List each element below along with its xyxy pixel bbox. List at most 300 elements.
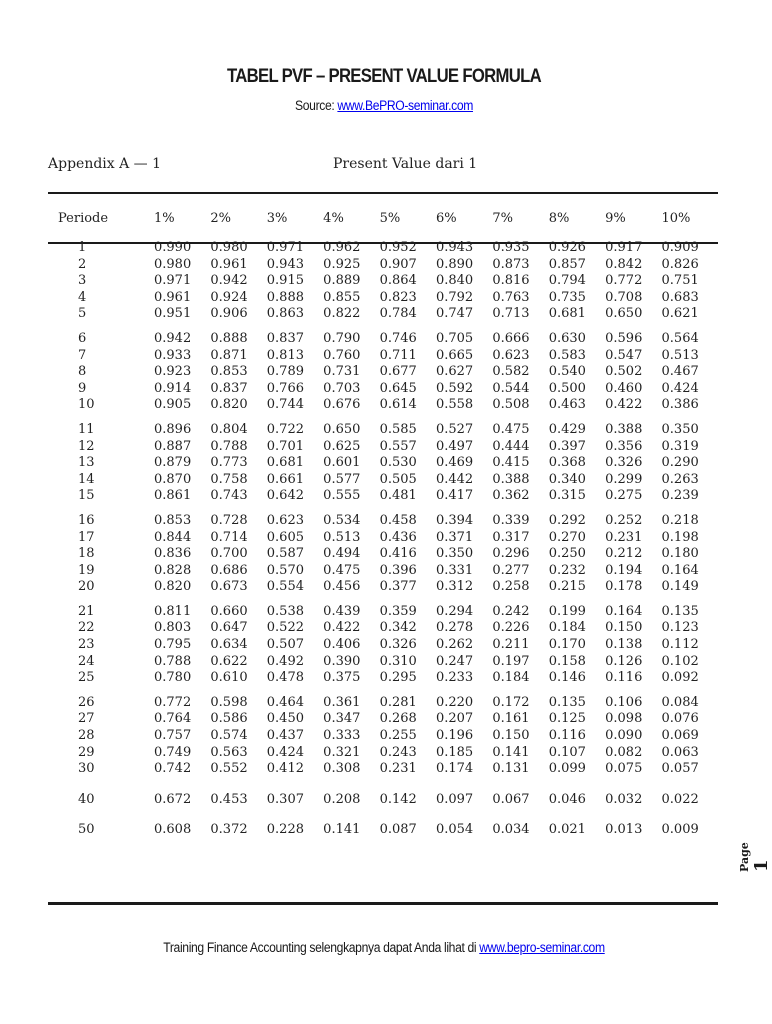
value-cell: 0.582 — [492, 364, 530, 380]
value-cell: 0.713 — [492, 306, 530, 322]
value-cell: 0.942 — [210, 273, 248, 289]
value-cell: 0.326 — [605, 455, 643, 471]
value-cell: 0.890 — [435, 256, 474, 272]
value-cell: 0.557 — [379, 438, 417, 454]
value-cell: 0.650 — [605, 306, 643, 322]
value-cell: 0.864 — [379, 273, 417, 289]
value-cell: 0.914 — [154, 380, 192, 396]
value-cell: 0.731 — [323, 364, 361, 380]
value-cell: 0.397 — [548, 438, 586, 454]
value-cell: 0.290 — [661, 455, 699, 471]
value-cell: 0.032 — [605, 791, 643, 807]
value-cell: 0.887 — [154, 438, 192, 454]
value-cell: 0.923 — [154, 364, 192, 380]
page-indicator — [738, 842, 772, 872]
period-cell: 15 — [78, 488, 95, 504]
value-cell: 0.522 — [266, 620, 304, 636]
present-value-table — [48, 196, 718, 839]
value-cell: 0.340 — [548, 471, 586, 487]
value-cell: 0.161 — [492, 711, 530, 727]
value-cell: 0.388 — [605, 421, 643, 437]
value-cell: 0.564 — [661, 330, 699, 346]
value-cell: 0.388 — [492, 471, 530, 487]
value-cell: 0.853 — [210, 364, 248, 380]
value-cell: 0.703 — [323, 380, 361, 396]
value-cell: 0.743 — [210, 488, 248, 504]
table-row — [48, 455, 718, 472]
value-cell: 0.502 — [605, 364, 643, 380]
value-cell: 0.780 — [154, 670, 192, 686]
value-cell: 0.164 — [661, 562, 699, 578]
value-cell: 0.125 — [548, 711, 586, 727]
value-cell: 0.232 — [548, 562, 586, 578]
value-cell: 0.368 — [548, 455, 586, 471]
value-cell: 0.456 — [323, 579, 361, 595]
value-cell: 0.069 — [661, 728, 699, 744]
period-cell: 26 — [78, 694, 95, 710]
source-label: Source: — [295, 98, 338, 113]
table-row — [48, 596, 718, 621]
value-cell: 0.577 — [323, 471, 361, 487]
value-cell: 0.481 — [379, 488, 417, 504]
column-header-rate: 7% — [492, 210, 513, 226]
value-cell: 0.803 — [154, 620, 192, 636]
value-cell: 0.837 — [210, 380, 248, 396]
value-cell: 0.672 — [154, 791, 192, 807]
value-cell: 0.458 — [379, 512, 417, 528]
period-cell: 4 — [78, 289, 87, 305]
value-cell: 0.907 — [379, 256, 417, 272]
table-title: Present Value dari 1 — [333, 156, 478, 172]
table-row — [48, 348, 718, 365]
value-cell: 0.281 — [379, 694, 417, 710]
period-cell: 50 — [78, 822, 95, 838]
value-cell: 0.822 — [323, 306, 361, 322]
value-cell: 0.608 — [154, 822, 192, 838]
source-link[interactable]: www.BePRO-seminar.com — [337, 98, 473, 113]
value-cell: 0.681 — [548, 306, 586, 322]
value-cell: 0.424 — [266, 744, 304, 760]
period-cell: 9 — [78, 380, 87, 396]
value-cell: 0.142 — [379, 791, 417, 807]
value-cell: 0.242 — [492, 603, 530, 619]
value-cell: 0.082 — [605, 744, 643, 760]
table-row — [48, 290, 718, 307]
table-row — [48, 563, 718, 580]
value-cell: 0.467 — [661, 364, 699, 380]
value-cell: 0.247 — [435, 653, 474, 669]
table-row — [48, 670, 718, 687]
value-cell: 0.255 — [379, 728, 417, 744]
value-cell: 0.350 — [661, 421, 699, 437]
value-cell: 0.888 — [266, 289, 304, 305]
value-cell: 0.811 — [154, 603, 192, 619]
value-cell: 0.962 — [323, 240, 361, 255]
value-cell: 0.837 — [266, 330, 304, 346]
value-cell: 0.836 — [154, 546, 192, 562]
value-cell: 0.971 — [154, 273, 192, 289]
value-cell: 0.375 — [323, 670, 361, 686]
period-cell: 1 — [78, 240, 87, 255]
value-cell: 0.233 — [435, 670, 474, 686]
value-cell: 0.952 — [379, 240, 417, 255]
value-cell: 0.673 — [210, 579, 248, 595]
column-header-rate: 9% — [605, 210, 626, 226]
value-cell: 0.475 — [492, 421, 530, 437]
value-cell: 0.250 — [548, 546, 586, 562]
table-row — [48, 728, 718, 745]
value-cell: 0.853 — [154, 512, 192, 528]
value-cell: 0.331 — [435, 562, 474, 578]
value-cell: 0.935 — [492, 240, 530, 255]
value-cell: 0.758 — [210, 471, 248, 487]
value-cell: 0.700 — [210, 546, 248, 562]
value-cell: 0.961 — [154, 289, 192, 305]
value-cell: 0.138 — [605, 637, 643, 653]
value-cell: 0.961 — [210, 256, 248, 272]
value-cell: 0.295 — [379, 670, 417, 686]
value-cell: 0.084 — [661, 694, 699, 710]
value-cell: 0.905 — [154, 397, 192, 413]
value-cell: 0.642 — [266, 488, 304, 504]
period-cell: 16 — [78, 512, 95, 528]
value-cell: 0.390 — [323, 653, 361, 669]
value-cell: 0.172 — [492, 694, 530, 710]
value-cell: 0.158 — [548, 653, 586, 669]
value-cell: 0.270 — [548, 529, 586, 545]
value-cell: 0.371 — [435, 529, 474, 545]
value-cell: 0.208 — [323, 791, 361, 807]
value-cell: 0.749 — [154, 744, 192, 760]
value-cell: 0.623 — [266, 512, 304, 528]
footer-line — [38, 940, 729, 955]
table-header-row — [48, 196, 718, 240]
page-label-text: Page — [738, 842, 751, 872]
value-cell: 0.076 — [661, 711, 699, 727]
value-cell: 0.879 — [154, 455, 192, 471]
value-cell: 0.677 — [379, 364, 417, 380]
table-row — [48, 711, 718, 728]
value-cell: 0.185 — [435, 744, 474, 760]
appendix-label: Appendix A — 1 — [48, 156, 162, 172]
value-cell: 0.275 — [605, 488, 643, 504]
value-cell: 0.416 — [379, 546, 417, 562]
value-cell: 0.263 — [661, 471, 699, 487]
value-cell: 0.915 — [266, 273, 304, 289]
value-cell: 0.184 — [548, 620, 586, 636]
value-cell: 0.645 — [379, 380, 417, 396]
value-cell: 0.650 — [323, 421, 361, 437]
period-cell: 20 — [78, 579, 95, 595]
value-cell: 0.057 — [661, 761, 699, 777]
value-cell: 0.112 — [661, 637, 699, 653]
value-cell: 0.605 — [266, 529, 304, 545]
value-cell: 0.563 — [210, 744, 248, 760]
value-cell: 0.141 — [492, 744, 530, 760]
value-cell: 0.207 — [435, 711, 474, 727]
value-cell: 0.164 — [605, 603, 643, 619]
value-cell: 0.396 — [379, 562, 417, 578]
value-cell: 0.278 — [435, 620, 474, 636]
table-row — [48, 579, 718, 596]
column-header-periode: Periode — [58, 210, 109, 226]
value-cell: 0.013 — [605, 822, 643, 838]
table-row — [48, 381, 718, 398]
value-cell: 0.146 — [548, 670, 586, 686]
value-cell: 0.630 — [548, 330, 586, 346]
value-cell: 0.889 — [323, 273, 361, 289]
value-cell: 0.842 — [605, 256, 643, 272]
value-cell: 0.601 — [323, 455, 361, 471]
value-cell: 0.422 — [605, 397, 643, 413]
period-cell: 40 — [78, 791, 95, 807]
period-cell: 24 — [78, 653, 95, 669]
value-cell: 0.333 — [323, 728, 361, 744]
value-cell: 0.681 — [266, 455, 304, 471]
period-cell: 22 — [78, 620, 95, 636]
value-cell: 0.307 — [266, 791, 304, 807]
value-cell: 0.596 — [605, 330, 643, 346]
table-row — [48, 472, 718, 489]
value-cell: 0.790 — [323, 330, 361, 346]
value-cell: 0.239 — [661, 488, 699, 504]
value-cell: 0.708 — [605, 289, 643, 305]
value-cell: 0.586 — [210, 711, 248, 727]
value-cell: 0.857 — [548, 256, 586, 272]
table-row — [48, 530, 718, 547]
value-cell: 0.087 — [379, 822, 417, 838]
value-cell: 0.772 — [605, 273, 643, 289]
value-cell: 0.453 — [210, 791, 248, 807]
value-cell: 0.469 — [435, 455, 474, 471]
value-cell: 0.942 — [154, 330, 192, 346]
table-row — [48, 546, 718, 563]
value-cell: 0.422 — [323, 620, 361, 636]
value-cell: 0.075 — [605, 761, 643, 777]
value-cell: 0.990 — [154, 240, 192, 255]
column-header-rate: 10% — [661, 210, 691, 226]
value-cell: 0.450 — [266, 711, 304, 727]
period-cell: 12 — [78, 438, 95, 454]
value-cell: 0.292 — [548, 512, 586, 528]
value-cell: 0.746 — [379, 330, 417, 346]
value-cell: 0.262 — [435, 637, 474, 653]
column-header-rate: 2% — [210, 210, 232, 226]
period-cell: 7 — [78, 347, 87, 363]
value-cell: 0.231 — [605, 529, 643, 545]
value-cell: 0.951 — [154, 306, 192, 322]
value-cell: 0.218 — [661, 512, 699, 528]
value-cell: 0.555 — [323, 488, 361, 504]
column-header-rate: 5% — [379, 210, 401, 226]
value-cell: 0.747 — [435, 306, 474, 322]
table-row — [48, 654, 718, 671]
value-cell: 0.220 — [435, 694, 474, 710]
value-cell: 0.816 — [492, 273, 530, 289]
value-cell: 0.319 — [661, 438, 699, 454]
value-cell: 0.924 — [210, 289, 248, 305]
value-cell: 0.828 — [154, 562, 192, 578]
value-cell: 0.861 — [154, 488, 192, 504]
period-cell: 28 — [78, 728, 95, 744]
value-cell: 0.326 — [379, 637, 417, 653]
table-row — [48, 778, 718, 809]
value-cell: 0.773 — [210, 455, 248, 471]
value-cell: 0.359 — [379, 603, 417, 619]
value-cell: 0.980 — [154, 256, 192, 272]
value-cell: 0.315 — [548, 488, 586, 504]
value-cell: 0.873 — [492, 256, 530, 272]
value-cell: 0.296 — [492, 546, 530, 562]
value-cell: 0.820 — [210, 397, 248, 413]
value-cell: 0.439 — [323, 603, 361, 619]
table-row — [48, 323, 718, 348]
value-cell: 0.871 — [210, 347, 248, 363]
value-cell: 0.046 — [548, 791, 586, 807]
value-cell: 0.131 — [492, 761, 530, 777]
value-cell: 0.863 — [266, 306, 304, 322]
value-cell: 0.676 — [323, 397, 361, 413]
value-cell: 0.772 — [154, 694, 192, 710]
value-cell: 0.347 — [323, 711, 361, 727]
value-cell: 0.194 — [605, 562, 643, 578]
value-cell: 0.099 — [548, 761, 586, 777]
value-cell: 0.377 — [379, 579, 417, 595]
table-row — [48, 257, 718, 274]
value-cell: 0.308 — [323, 761, 361, 777]
value-cell: 0.442 — [435, 471, 474, 487]
value-cell: 0.102 — [661, 653, 699, 669]
value-cell: 0.092 — [661, 670, 699, 686]
footer-link[interactable]: www.bepro-seminar.com — [479, 940, 605, 955]
value-cell: 0.497 — [435, 438, 474, 454]
table-row — [48, 637, 718, 654]
value-cell: 0.475 — [323, 562, 361, 578]
value-cell: 0.150 — [492, 728, 530, 744]
value-cell: 0.728 — [210, 512, 248, 528]
column-header-rate: 6% — [435, 210, 457, 226]
table-row — [48, 620, 718, 637]
value-cell: 0.583 — [548, 347, 586, 363]
value-cell: 0.943 — [435, 240, 474, 255]
value-cell: 0.444 — [492, 438, 530, 454]
column-header-rate: 4% — [323, 210, 344, 226]
value-cell: 0.174 — [435, 761, 474, 777]
value-cell: 0.926 — [548, 240, 586, 255]
value-cell: 0.067 — [492, 791, 530, 807]
value-cell: 0.592 — [435, 380, 474, 396]
value-cell: 0.622 — [210, 653, 248, 669]
value-cell: 0.021 — [548, 822, 586, 838]
value-cell: 0.294 — [435, 603, 474, 619]
value-cell: 0.184 — [492, 670, 530, 686]
table-top-rule — [48, 192, 718, 194]
value-cell: 0.764 — [154, 711, 192, 727]
value-cell: 0.350 — [435, 546, 474, 562]
document-title: TABEL PVF – PRESENT VALUE FORMULA — [227, 66, 541, 87]
value-cell: 0.226 — [492, 620, 530, 636]
period-cell: 3 — [78, 273, 87, 289]
value-cell: 0.840 — [435, 273, 474, 289]
value-cell: 0.888 — [210, 330, 248, 346]
value-cell: 0.098 — [605, 711, 643, 727]
value-cell: 0.199 — [548, 603, 586, 619]
value-cell: 0.896 — [154, 421, 192, 437]
value-cell: 0.701 — [266, 438, 304, 454]
value-cell: 0.534 — [323, 512, 361, 528]
source-line — [38, 98, 729, 113]
value-cell: 0.500 — [548, 380, 586, 396]
table-row — [48, 273, 718, 290]
value-cell: 0.126 — [605, 653, 643, 669]
value-cell: 0.361 — [323, 694, 361, 710]
value-cell: 0.751 — [661, 273, 699, 289]
value-cell: 0.909 — [661, 240, 699, 255]
table-row — [48, 364, 718, 381]
value-cell: 0.356 — [605, 438, 643, 454]
page-number: 1 — [751, 859, 772, 872]
value-cell: 0.180 — [661, 546, 699, 562]
value-cell: 0.558 — [435, 397, 474, 413]
value-cell: 0.141 — [323, 822, 361, 838]
column-header-rate: 8% — [548, 210, 570, 226]
value-cell: 0.795 — [154, 637, 192, 653]
table-row — [48, 439, 718, 456]
value-cell: 0.149 — [661, 579, 699, 595]
value-cell: 0.870 — [154, 471, 192, 487]
value-cell: 0.585 — [379, 421, 417, 437]
value-cell: 0.386 — [661, 397, 699, 413]
value-cell: 0.943 — [266, 256, 304, 272]
value-cell: 0.215 — [548, 579, 586, 595]
value-cell: 0.513 — [323, 529, 361, 545]
value-cell: 0.150 — [605, 620, 643, 636]
value-cell: 0.231 — [379, 761, 417, 777]
table-row — [48, 414, 718, 439]
value-cell: 0.804 — [210, 421, 248, 437]
value-cell: 0.513 — [661, 347, 699, 363]
value-cell: 0.925 — [323, 256, 361, 272]
value-cell: 0.412 — [266, 761, 304, 777]
value-cell: 0.243 — [379, 744, 417, 760]
table-row — [48, 397, 718, 414]
footer-text: Training Finance Accounting selengkapnya dapat Anda lihat di — [163, 940, 480, 955]
value-cell: 0.339 — [492, 512, 530, 528]
value-cell: 0.460 — [605, 380, 643, 396]
value-cell: 0.198 — [661, 529, 699, 545]
value-cell: 0.933 — [154, 347, 192, 363]
period-cell: 11 — [78, 421, 95, 437]
value-cell: 0.009 — [661, 822, 699, 838]
period-cell: 23 — [78, 637, 95, 653]
value-cell: 0.116 — [548, 728, 586, 744]
value-cell: 0.312 — [435, 579, 474, 595]
period-cell: 19 — [78, 562, 95, 578]
period-cell: 6 — [78, 330, 87, 346]
value-cell: 0.826 — [661, 256, 699, 272]
value-cell: 0.757 — [154, 728, 192, 744]
value-cell: 0.494 — [323, 546, 361, 562]
value-cell: 0.211 — [492, 637, 530, 653]
period-cell: 13 — [78, 455, 95, 471]
value-cell: 0.530 — [379, 455, 417, 471]
table-row — [48, 687, 718, 712]
table-body — [48, 240, 718, 839]
value-cell: 0.196 — [435, 728, 474, 744]
value-cell: 0.123 — [661, 620, 699, 636]
value-cell: 0.429 — [548, 421, 586, 437]
value-cell: 0.197 — [492, 653, 530, 669]
